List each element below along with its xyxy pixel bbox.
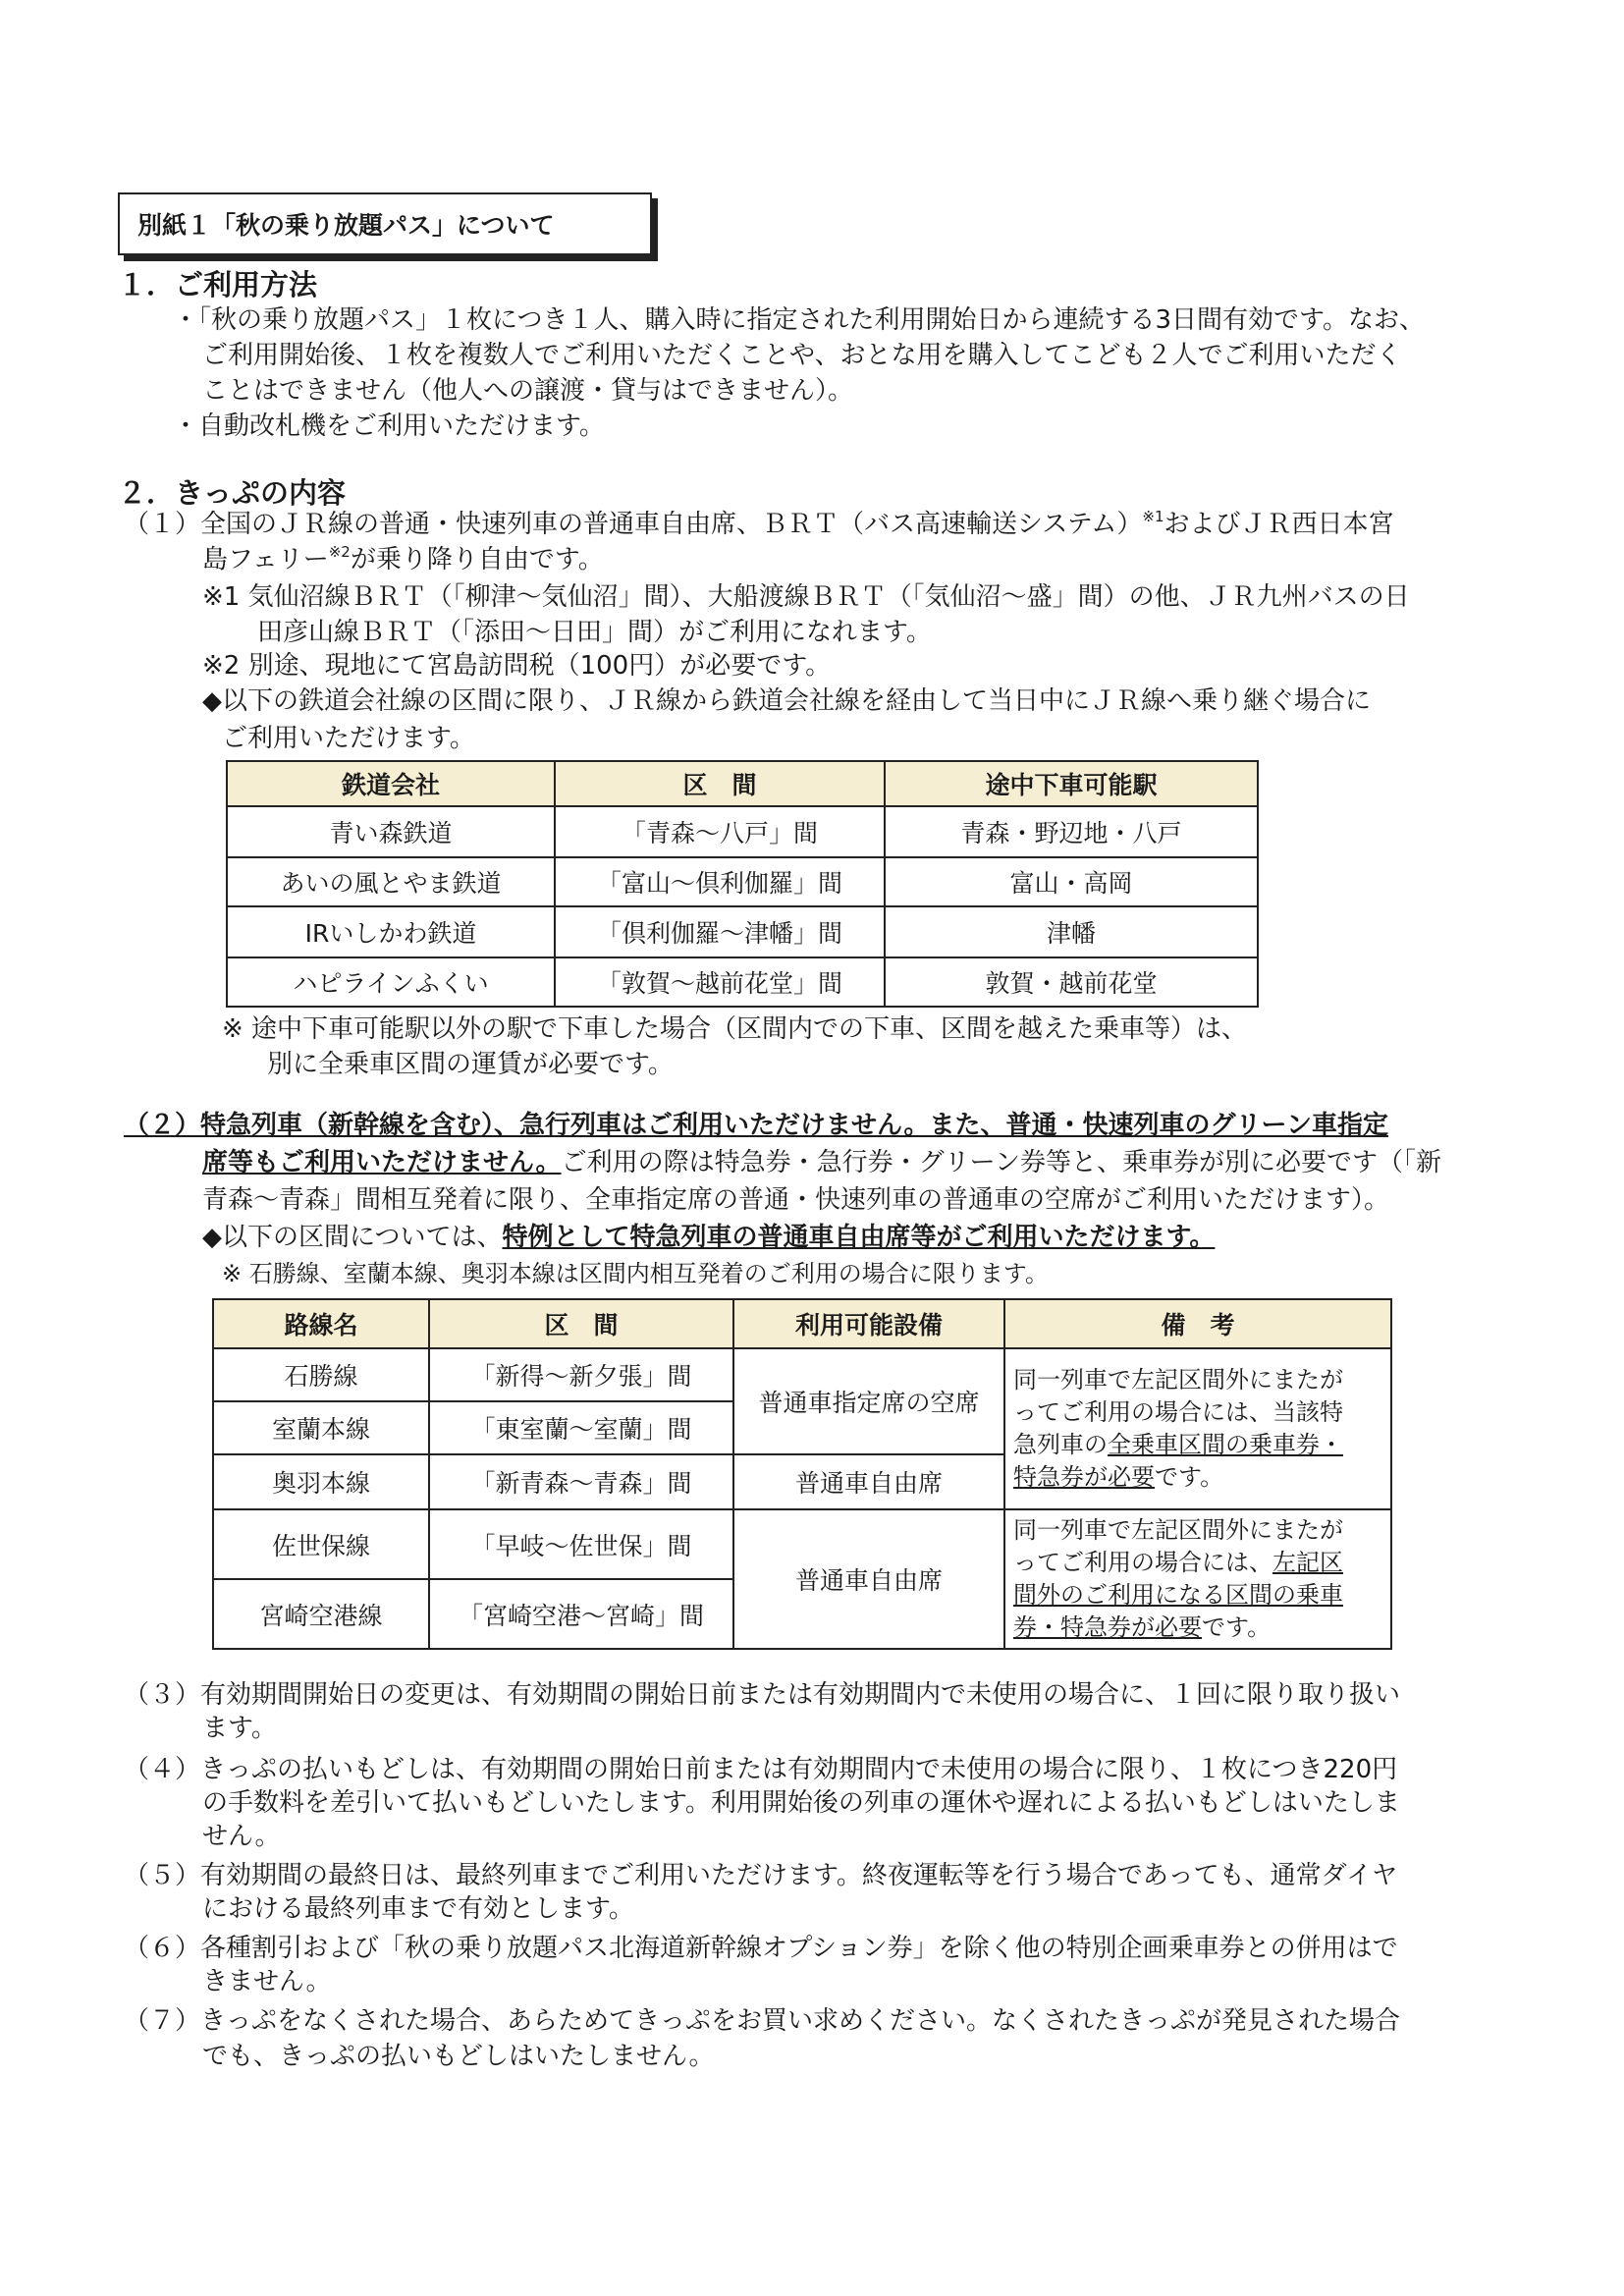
s2-p5-line2: における最終列車まで有効とします。 xyxy=(202,1894,634,1924)
document-title: 別紙１「秋の乗り放題パス」について xyxy=(137,211,555,240)
document-title-box xyxy=(118,192,652,255)
table1-cell: あいの風とやま鉄道 xyxy=(227,857,555,906)
table2-cell: 佐世保線 xyxy=(213,1509,429,1579)
table2-facility-cell: 普通車自由席 xyxy=(733,1509,1004,1649)
table2-header: 利用可能設備 xyxy=(733,1299,1004,1348)
s2-p6-line1: （６）各種割引および「秋の乗り放題パス北海道新幹線オプション券」を除く他の特別企画乗車券との併用はで xyxy=(124,1934,1398,1963)
table-row xyxy=(213,1509,1391,1579)
s2-p2-line1: （２）特急列車（新幹線を含む）、急行列車はご利用いただけません。また、普通・快速列車のグリーン車指定 xyxy=(124,1111,1389,1140)
table2-facility-cell: 普通車指定席の空席 xyxy=(733,1348,1004,1454)
table2-cell: 奥羽本線 xyxy=(213,1454,429,1509)
table-row xyxy=(227,906,1258,957)
table1-cell: 富山・高岡 xyxy=(885,857,1258,906)
section1-heading: １．ご利用方法 xyxy=(118,268,318,301)
table1-cell: 「富山～倶利伽羅」間 xyxy=(555,857,885,906)
s2-p2-line3: 青森～青森」間相互発着に限り、全車指定席の普通・快速列車の普通車の空席がご利用いただけます）。 xyxy=(202,1185,1390,1215)
table1-cell: 「敦賀～越前花堂」間 xyxy=(555,957,885,1007)
s2-p7-line2: でも、きっぷの払いもどしはいたしません。 xyxy=(202,2042,715,2071)
s2-p4-line2: の手数料を差引いて払いもどしいたします。利用開始後の列車の運休や遅れによる払いもどしはいたしま xyxy=(202,1788,1400,1818)
section2-heading: ２．きっぷの内容 xyxy=(118,476,347,510)
s2-note1-line1: ※1 気仙沼線ＢＲＴ（「柳津～気仙沼」間）、大船渡線ＢＲＴ（「気仙沼～盛」間）の他、ＪＲ九州バスの日 xyxy=(202,582,1410,612)
s2-diamond2-note: ※ 石勝線、室蘭本線、奥羽本線は区間内相互発着のご利用の場合に限ります。 xyxy=(222,1260,1049,1287)
s2-note2: ※2 別途、現地にて宮島訪問税（100円）が必要です。 xyxy=(202,651,832,681)
table1-note-line1: ※ 途中下車可能駅以外の駅で下車した場合（区間内での下車、区間を越えた乗車等）は、 xyxy=(222,1014,1248,1044)
s1-bullet1-line3: ことはできません（他人への譲渡・貸与はできません）。 xyxy=(202,376,854,406)
table2-header: 区 間 xyxy=(429,1299,733,1348)
table2-header: 路線名 xyxy=(213,1299,429,1348)
s2-diamond1-line1: ◆以下の鉄道会社線の区間に限り、ＪＲ線から鉄道会社線を経由して当日中にＪＲ線へ乗り継ぐ場合に xyxy=(202,686,1371,716)
table2-header: 備 考 xyxy=(1004,1299,1391,1348)
s2-p2-line2: 席等もご利用いただけません。ご利用の際は特急券・急行券・グリーン券等と、乗車券が別に必要です（「新 xyxy=(202,1148,1442,1177)
table2-cell: 「東室蘭～室蘭」間 xyxy=(429,1401,733,1454)
s2-p3-line2: ます。 xyxy=(202,1714,277,1743)
table-row xyxy=(227,957,1258,1007)
table-row xyxy=(227,806,1258,857)
s2-diamond2: ◆以下の区間については、特例として特急列車の普通車自由席等がご利用いただけます。 xyxy=(202,1223,1216,1252)
table2-cell: 「宮崎空港～宮崎」間 xyxy=(429,1579,733,1649)
table1-cell: 青い森鉄道 xyxy=(227,806,555,857)
s1-bullet1-line2: ご利用開始後、１枚を複数人でご利用いただくことや、おとな用を購入してこども２人でご利用いただく xyxy=(202,341,1402,370)
table1-cell: 敦賀・越前花堂 xyxy=(885,957,1258,1007)
s2-p4-line1: （４）きっぷの払いもどしは、有効期間の開始日前または有効期間内で未使用の場合に限り、１枚につき220円 xyxy=(124,1755,1398,1784)
s2-p1-line2: 島フェリー$^{※2}$が乗り降り自由です。 xyxy=(202,543,604,574)
table1-cell: 「倶利伽羅～津幡」間 xyxy=(555,906,885,957)
table-row xyxy=(213,1348,1391,1401)
s1-bullet1-line1: ・「秋の乗り放題パス」１枚につき１人、購入時に指定された利用開始日から連続する3日間有効です。なお、 xyxy=(173,305,1425,335)
s2-p6-line2: きません。 xyxy=(202,1967,332,1996)
table2-facility-cell: 普通車自由席 xyxy=(733,1454,1004,1509)
s2-p3-line1: （３）有効期間開始日の変更は、有効期間の開始日前または有効期間内で未使用の場合に、１回に限り取り扱い xyxy=(124,1680,1401,1710)
table1-cell: 「青森～八戸」間 xyxy=(555,806,885,857)
table1-header: 区 間 xyxy=(555,761,885,806)
table1-cell: 青森・野辺地・八戸 xyxy=(885,806,1258,857)
s2-p1-line1: （１）全国のＪＲ線の普通・快速列車の普通車自由席、ＢＲＴ（バス高速輸送システム）$^{※1}$およびＪＲ西日本宮 xyxy=(124,508,1394,539)
s2-note1-line2: 田彦山線ＢＲＴ（「添田～日田」間）がご利用になれます。 xyxy=(257,618,932,647)
table1-header: 途中下車可能駅 xyxy=(885,761,1258,806)
table1-cell: ハピラインふくい xyxy=(227,957,555,1007)
s1-bullet2: ・自動改札機をご利用いただけます。 xyxy=(173,411,605,441)
table2-cell: 室蘭本線 xyxy=(213,1401,429,1454)
table1-note-line2: 別に全乗車区間の運賃が必要です。 xyxy=(267,1050,674,1079)
express-exception-table xyxy=(212,1298,1392,1650)
s2-diamond1-line2: ご利用いただけます。 xyxy=(222,724,475,753)
s2-p7-line1: （７）きっぷをなくされた場合、あらためてきっぷをお買い求めください。なくされたきっぷが発見された場合 xyxy=(124,2006,1401,2036)
table1-header: 鉄道会社 xyxy=(227,761,555,806)
table1-cell: 津幡 xyxy=(885,906,1258,957)
table2-cell: 「新青森～青森」間 xyxy=(429,1454,733,1509)
table2-cell: 「早岐～佐世保」間 xyxy=(429,1509,733,1579)
table2-cell: 「新得～新夕張」間 xyxy=(429,1348,733,1401)
table1-cell: IRいしかわ鉄道 xyxy=(227,906,555,957)
table2-remarks-cell-1: 同一列車で左記区間外にまたが ってご利用の場合には、当該特 急列車の全乗車区間の乗車券・ 特急券が必要です。 xyxy=(1004,1348,1391,1509)
table2-remarks-cell-2: 同一列車で左記区間外にまたが ってご利用の場合には、左記区 間外のご利用になる区間の乗車 券・特急券が必要です。 xyxy=(1004,1509,1391,1649)
table-row xyxy=(227,857,1258,906)
s2-p4-line3: せん。 xyxy=(202,1822,281,1851)
railway-company-table xyxy=(226,760,1259,1008)
table2-cell: 石勝線 xyxy=(213,1348,429,1401)
table2-cell: 宮崎空港線 xyxy=(213,1579,429,1649)
s2-p5-line1: （５）有効期間の最終日は、最終列車までご利用いただけます。終夜運転等を行う場合であっても、通常ダイヤ xyxy=(124,1861,1398,1890)
